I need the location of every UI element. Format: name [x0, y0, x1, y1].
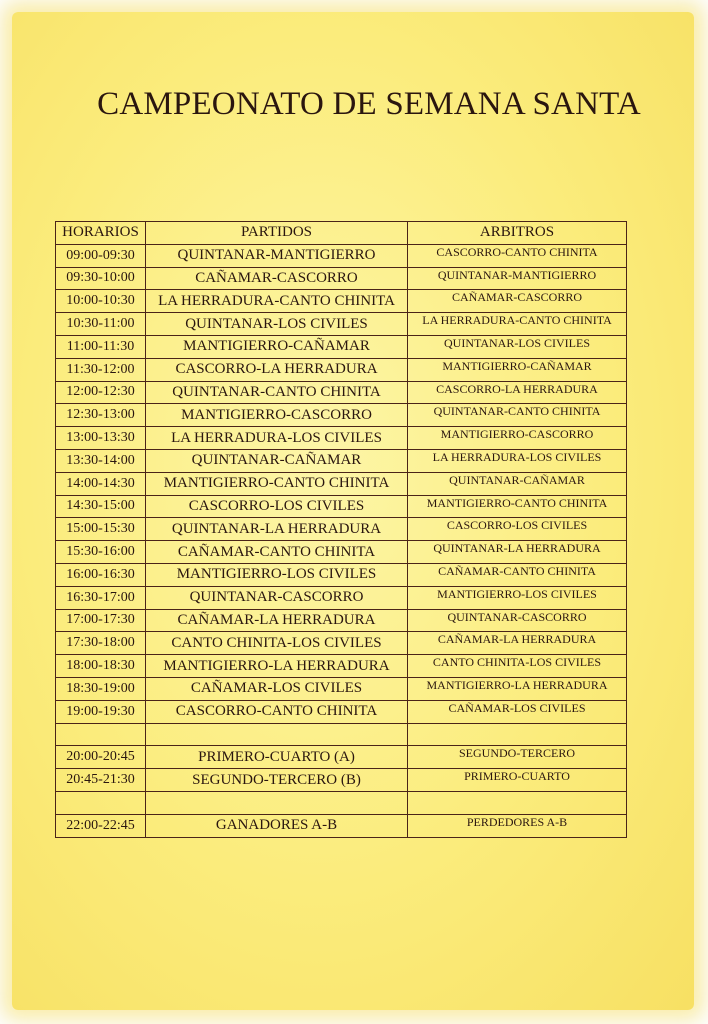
table-row	[56, 769, 627, 792]
table-row	[56, 313, 627, 336]
table-row	[56, 244, 627, 267]
schedule-body	[56, 244, 627, 837]
time-cell: 12:30-13:00	[56, 404, 146, 427]
match-cell: CASCORRO-CANTO CHINITA	[146, 700, 408, 723]
table-row	[56, 427, 627, 450]
time-cell: 20:45-21:30	[56, 769, 146, 792]
table-row	[56, 518, 627, 541]
table-row	[56, 472, 627, 495]
match-cell: QUINTANAR-MANTIGIERRO	[146, 244, 408, 267]
time-cell: 18:00-18:30	[56, 655, 146, 678]
time-cell: 14:00-14:30	[56, 472, 146, 495]
time-cell: 22:00-22:45	[56, 814, 146, 837]
time-cell: 09:30-10:00	[56, 267, 146, 290]
time-cell	[56, 791, 146, 814]
referee-cell: MANTIGIERRO-LOS CIVILES	[408, 586, 627, 609]
table-row	[56, 586, 627, 609]
match-cell	[146, 791, 408, 814]
header-partidos: PARTIDOS	[146, 222, 408, 245]
match-cell: LA HERRADURA-CANTO CHINITA	[146, 290, 408, 313]
match-cell: MANTIGIERRO-LOS CIVILES	[146, 563, 408, 586]
table-row	[56, 358, 627, 381]
referee-cell: QUINTANAR-LOS CIVILES	[408, 335, 627, 358]
table-row	[56, 746, 627, 769]
header-arbitros: ARBITROS	[408, 222, 627, 245]
time-cell: 11:30-12:00	[56, 358, 146, 381]
table-row	[56, 381, 627, 404]
time-cell: 16:00-16:30	[56, 563, 146, 586]
referee-cell: QUINTANAR-CASCORRO	[408, 609, 627, 632]
match-cell: LA HERRADURA-LOS CIVILES	[146, 427, 408, 450]
table-row	[56, 632, 627, 655]
match-cell: CAÑAMAR-LOS CIVILES	[146, 677, 408, 700]
match-cell: PRIMERO-CUARTO (A)	[146, 746, 408, 769]
table-row	[56, 449, 627, 472]
match-cell: QUINTANAR-LA HERRADURA	[146, 518, 408, 541]
match-cell: MANTIGIERRO-LA HERRADURA	[146, 655, 408, 678]
match-cell: CAÑAMAR-CASCORRO	[146, 267, 408, 290]
match-cell: MANTIGIERRO-CANTO CHINITA	[146, 472, 408, 495]
table-row	[56, 723, 627, 746]
table-row	[56, 541, 627, 564]
referee-cell: SEGUNDO-TERCERO	[408, 746, 627, 769]
match-cell: CAÑAMAR-CANTO CHINITA	[146, 541, 408, 564]
referee-cell: MANTIGIERRO-CANTO CHINITA	[408, 495, 627, 518]
referee-cell: QUINTANAR-LA HERRADURA	[408, 541, 627, 564]
time-cell: 10:30-11:00	[56, 313, 146, 336]
table-row	[56, 267, 627, 290]
referee-cell: CASCORRO-LOS CIVILES	[408, 518, 627, 541]
table-row	[56, 335, 627, 358]
time-cell: 17:00-17:30	[56, 609, 146, 632]
referee-cell: QUINTANAR-CAÑAMAR	[408, 472, 627, 495]
referee-cell: CANTO CHINITA-LOS CIVILES	[408, 655, 627, 678]
referee-cell: MANTIGIERRO-CASCORRO	[408, 427, 627, 450]
time-cell: 13:00-13:30	[56, 427, 146, 450]
schedule-table	[55, 221, 627, 838]
referee-cell: MANTIGIERRO-CAÑAMAR	[408, 358, 627, 381]
table-row	[56, 290, 627, 313]
referee-cell: PRIMERO-CUARTO	[408, 769, 627, 792]
referee-cell: LA HERRADURA-CANTO CHINITA	[408, 313, 627, 336]
referee-cell: PERDEDORES A-B	[408, 814, 627, 837]
match-cell: GANADORES A-B	[146, 814, 408, 837]
referee-cell: CASCORRO-LA HERRADURA	[408, 381, 627, 404]
time-cell: 13:30-14:00	[56, 449, 146, 472]
time-cell: 17:30-18:00	[56, 632, 146, 655]
time-cell: 18:30-19:00	[56, 677, 146, 700]
match-cell: CASCORRO-LOS CIVILES	[146, 495, 408, 518]
time-cell: 15:00-15:30	[56, 518, 146, 541]
time-cell: 12:00-12:30	[56, 381, 146, 404]
table-row	[56, 404, 627, 427]
match-cell: SEGUNDO-TERCERO (B)	[146, 769, 408, 792]
time-cell: 09:00-09:30	[56, 244, 146, 267]
time-cell	[56, 723, 146, 746]
referee-cell: CAÑAMAR-CANTO CHINITA	[408, 563, 627, 586]
table-row	[56, 609, 627, 632]
time-cell: 15:30-16:00	[56, 541, 146, 564]
match-cell: CAÑAMAR-LA HERRADURA	[146, 609, 408, 632]
referee-cell: CASCORRO-CANTO CHINITA	[408, 244, 627, 267]
referee-cell: MANTIGIERRO-LA HERRADURA	[408, 677, 627, 700]
referee-cell: LA HERRADURA-LOS CIVILES	[408, 449, 627, 472]
match-cell: CANTO CHINITA-LOS CIVILES	[146, 632, 408, 655]
match-cell	[146, 723, 408, 746]
match-cell: CASCORRO-LA HERRADURA	[146, 358, 408, 381]
match-cell: MANTIGIERRO-CAÑAMAR	[146, 335, 408, 358]
header-row	[56, 222, 627, 245]
match-cell: QUINTANAR-CASCORRO	[146, 586, 408, 609]
match-cell: QUINTANAR-CAÑAMAR	[146, 449, 408, 472]
time-cell: 20:00-20:45	[56, 746, 146, 769]
time-cell: 11:00-11:30	[56, 335, 146, 358]
page-title: CAMPEONATO DE SEMANA SANTA	[97, 86, 641, 122]
header-horarios: HORARIOS	[56, 222, 146, 245]
time-cell: 14:30-15:00	[56, 495, 146, 518]
referee-cell	[408, 723, 627, 746]
table-row	[56, 563, 627, 586]
referee-cell: QUINTANAR-MANTIGIERRO	[408, 267, 627, 290]
table-row	[56, 814, 627, 837]
match-cell: QUINTANAR-LOS CIVILES	[146, 313, 408, 336]
referee-cell	[408, 791, 627, 814]
table-row	[56, 495, 627, 518]
referee-cell: CAÑAMAR-LOS CIVILES	[408, 700, 627, 723]
time-cell: 16:30-17:00	[56, 586, 146, 609]
time-cell: 10:00-10:30	[56, 290, 146, 313]
match-cell: MANTIGIERRO-CASCORRO	[146, 404, 408, 427]
referee-cell: CAÑAMAR-CASCORRO	[408, 290, 627, 313]
referee-cell: CAÑAMAR-LA HERRADURA	[408, 632, 627, 655]
match-cell: QUINTANAR-CANTO CHINITA	[146, 381, 408, 404]
table-row	[56, 677, 627, 700]
referee-cell: QUINTANAR-CANTO CHINITA	[408, 404, 627, 427]
table-row	[56, 700, 627, 723]
table-row	[56, 655, 627, 678]
time-cell: 19:00-19:30	[56, 700, 146, 723]
table-row	[56, 791, 627, 814]
